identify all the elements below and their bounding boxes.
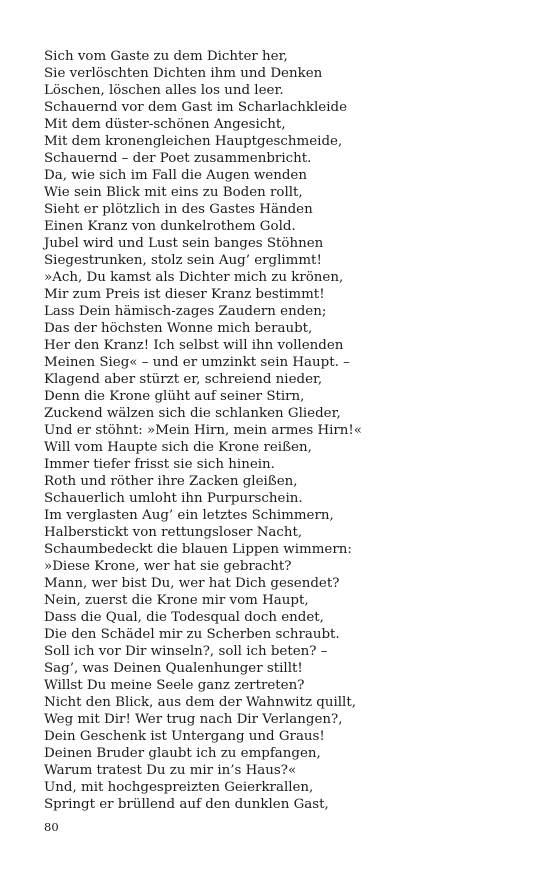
poem-line: Schauerlich umloht ihn Purpurschein. xyxy=(44,491,303,506)
poem-line: Denn die Krone glüht auf seiner Stirn, xyxy=(44,389,305,404)
poem-line: Sich vom Gaste zu dem Dichter her, xyxy=(44,49,288,64)
poem-line: Dass die Qual, die Todesqual doch endet, xyxy=(44,610,324,625)
poem-line: Mir zum Preis ist dieser Kranz bestimmt! xyxy=(44,287,325,302)
poem-line: Schauernd vor dem Gast im Scharlachkleide xyxy=(44,100,348,115)
poem-line: Klagend aber stürzt er, schreiend nieder, xyxy=(44,372,323,387)
poem-line: Roth und röther ihre Zacken gleißen, xyxy=(44,474,298,489)
poem-line: »Ach, Du kamst als Dichter mich zu krönen, xyxy=(44,270,344,285)
poem-line: Lass Dein hämisch-zages Zaudern enden; xyxy=(44,304,327,319)
poem-line: Mit dem kronengleichen Hauptgeschmeide, xyxy=(44,134,343,149)
poem-line: Wie sein Blick mit eins zu Boden rollt, xyxy=(44,185,303,200)
poem-line: Schauernd – der Poet zusammenbricht. xyxy=(44,151,312,166)
poem-line: Die den Schädel mir zu Scherben schraubt. xyxy=(44,627,340,642)
poem-line: Meinen Sieg« – und er umzinkt sein Haupt. – xyxy=(44,355,350,370)
poem-line: Das der höchsten Wonne mich beraubt, xyxy=(44,321,313,336)
poem-line: Sie verlöschten Dichten ihm und Denken xyxy=(44,66,323,81)
poem-line: Jubel wird und Lust sein banges Stöhnen xyxy=(44,236,324,251)
poem-line: Im verglasten Aug’ ein letztes Schimmern, xyxy=(44,508,334,523)
poem-line: Zuckend wälzen sich die schlanken Glieder, xyxy=(44,406,341,421)
poem-line: Löschen, löschen alles los und leer. xyxy=(44,83,284,98)
poem-line: Schaumbedeckt die blauen Lippen wimmern: xyxy=(44,542,352,557)
poem-line: Mit dem düster-schönen Angesicht, xyxy=(44,117,286,132)
poem-line: Immer tiefer frisst sie sich hinein. xyxy=(44,457,275,472)
poem-line: Dein Geschenk ist Untergang und Graus! xyxy=(44,729,325,744)
poem-line: Deinen Bruder glaubt ich zu empfangen, xyxy=(44,746,321,761)
poem-line: Soll ich vor Dir winseln?, soll ich beten? – xyxy=(44,644,328,659)
poem-line: Sieht er plötzlich in des Gastes Händen xyxy=(44,202,313,217)
poem-line: Warum tratest Du zu mir in’s Haus?« xyxy=(44,763,297,778)
poem-line: Nicht den Blick, aus dem der Wahnwitz quillt, xyxy=(44,695,356,710)
poem-line: Willst Du meine Seele ganz zertreten? xyxy=(44,678,305,693)
poem-line: Mann, wer bist Du, wer hat Dich gesendet? xyxy=(44,576,340,591)
poem-line: Weg mit Dir! Wer trug nach Dir Verlangen?, xyxy=(44,712,343,727)
page-number: 80 xyxy=(44,820,59,834)
poem-line: Da, wie sich im Fall die Augen wenden xyxy=(44,168,307,183)
poem-line: Her den Kranz! Ich selbst will ihn vollenden xyxy=(44,338,344,353)
poem-line: »Diese Krone, wer hat sie gebracht? xyxy=(44,559,292,574)
poem-line: Sag’, was Deinen Qualenhunger stillt! xyxy=(44,661,303,676)
poem-line: Halberstickt von rettungsloser Nacht, xyxy=(44,525,303,540)
poem-line: Und, mit hochgespreizten Geierkrallen, xyxy=(44,780,314,795)
poem-line: Will vom Haupte sich die Krone reißen, xyxy=(44,440,312,455)
poem-text xyxy=(44,48,514,813)
poem-line: Siegestrunken, stolz sein Aug’ erglimmt! xyxy=(44,253,322,268)
poem-line: Springt er brüllend auf den dunklen Gast, xyxy=(44,797,329,812)
poem-line: Nein, zuerst die Krone mir vom Haupt, xyxy=(44,593,309,608)
poem-line: Und er stöhnt: »Mein Hirn, mein armes Hirn!« xyxy=(44,423,363,438)
poem-line: Einen Kranz von dunkelrothem Gold. xyxy=(44,219,296,234)
